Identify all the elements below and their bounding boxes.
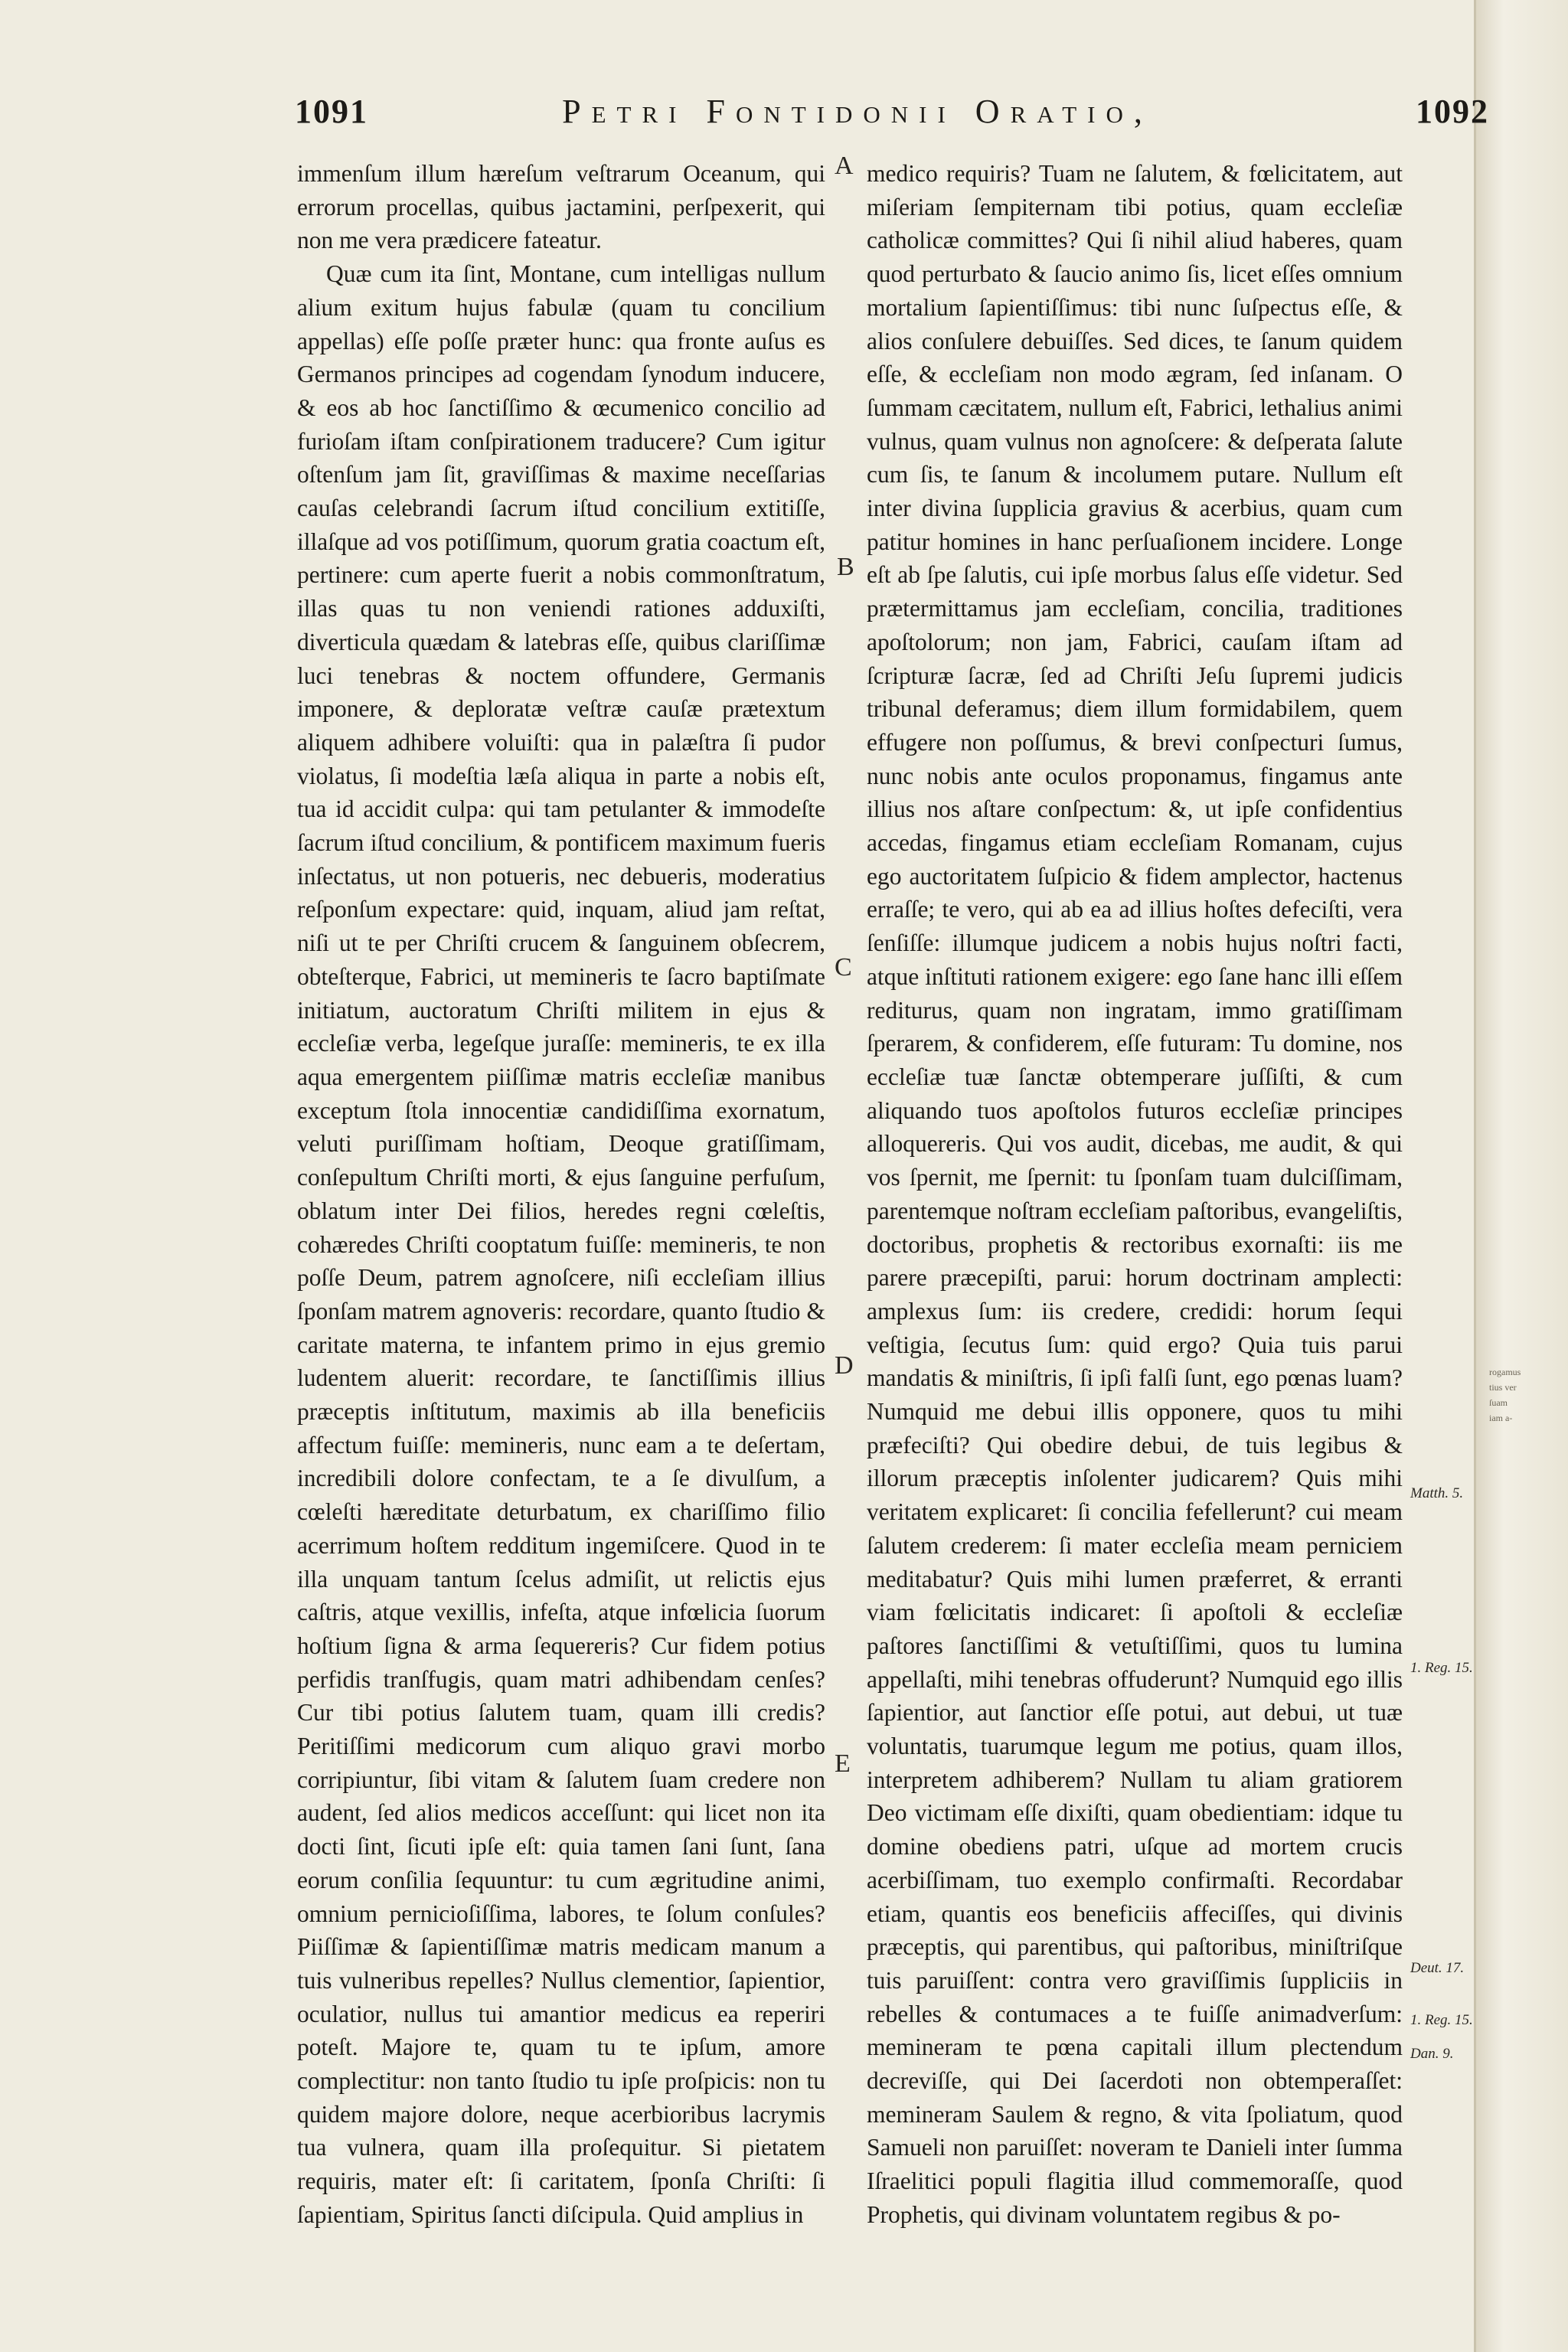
- paragraph: Quæ cum ita ſint, Montane, cum intelligas nullum alium exitum hujus fabulæ (quam tu concilium appellas) eſſe poſſe præter hunc: qua fronte auſus es Germanos principes ad cogendam ſynodum inducere, & eos ab hoc ſanctiſſimo & œcumenico concilio ad furioſam iſtam conſpirationem traducere? Cum igitur oſtenſum jam ſit, graviſſimas & maxime neceſſarias cauſas celebrandi ſacrum iſtud concilium extitiſſe, illaſque ad vos potiſſimum, quorum gratia coactum eſt, pertinere: cum aperte fuerit a nobis commonſtratum, illas quas tu non veniendi rationes adduxiſti, diverticula quædam & latebras eſſe, quibus clariſſimæ luci tenebras & noctem offundere, Germanis imponere, & deploratæ veſtræ cauſæ prætextum aliquem adhibere voluiſti: qua in palæſtra ſi pudor violatus, ſi modeſtia læſa aliqua in parte a nobis eſt, tua id accidit culpa: qui tam petulanter & immodeſte ſacrum iſtud concilium, & pontificem maximum fueris inſectatus, ut non potueris, nec debueris, moderatius reſponſum expectare: quid, inquam, aliud jam reſtat, niſi ut te per Chriſti crucem & ſanguinem obſecrem, obteſterque, Fabrici, ut memineris te ſacro baptiſmate initiatum, auctoratum Chriſti militem in ejus & eccleſiæ verba, legeſque juraſſe: memineris, te ex illa aqua emergentem piiſſimæ matris eccleſiæ manibus exceptum ſtola innocentiæ candidiſſima exornatum, veluti puriſſimam hoſtiam, Deoque gratiſſimam, conſepultum Chriſti morti, & ejus ſanguine perfuſum, oblatum inter Dei filios, heredes regni cœleſtis, cohæredes Chriſti cooptatum fuiſſe: memineris, te non poſſe Deum, patrem agnoſcere, niſi eccleſiam illius ſponſam matrem agnoveris: recordare, quanto ſtudio & caritate materna, te infantem primo in ejus gremio ludentem aluerit: recordare, te ſanctiſſimis illius præceptis inſtitutum, maximis ab illa beneficiis affectum fuiſſe: memineris, nunc eam a te deſertam, incredibili dolore confectam, te a ſe divulſum, a cœleſti hæreditate deturbatum, ex chariſſimo filio acerrimum hoſtem redditum ingemiſcere. Quod in te illa unquam tantum ſcelus admiſit, ut relictis ejus caſtris, atque vexillis, infeſta, atque infœlicia ſuorum hoſtium ſigna & arma ſequereris? Cur fidem potius perfidis tranſfugis, quam matri adhibendam cenſes? Cur tibi potius ſalutem tuam, quam illi credis? Peritiſſimi medicorum cum aliquo gravi morbo corripiuntur, ſibi vitam & ſalutem ſuam credere non audent, ſed alios medicos acceſſunt: qui licet non ita docti ſint, ſicuti ipſe eſt: quia tamen ſani ſunt, ſana eorum conſilia ſequuntur: tu cum ægritudine animi, omnium pernicioſiſſima, labores, te ſolum conſules? Piiſſimæ & ſapientiſſimæ matris medicam manum a tuis vulneribus repelles? Nullus clementior, ſapientior, oculatior, nullus tui amantior medicus ea reperiri poteſt. Majore te, quam tu te ipſum, amore complectitur: non tanto ſtudio tu ipſe proſpicis: non tu quidem majore dolore, neque acerbioribus lacrymis tua vulnera, quam illa proſequitur. Si pietatem requiris, mater eſt: ſi caritatem, ſponſa Chriſti: ſi ſapientiam, Spiritus ſancti diſcipula. Quid amplius in: [297, 260, 825, 2228]
- section-marker-a: A: [835, 152, 854, 180]
- section-marker-b: B: [837, 553, 854, 581]
- page-number-left: 1091: [295, 93, 368, 130]
- margin-note: 1. Reg. 15.: [1410, 2012, 1473, 2028]
- left-column: [297, 157, 825, 2255]
- right-column: [867, 157, 1403, 2255]
- section-marker-d: D: [835, 1351, 854, 1380]
- section-marker-c: C: [835, 953, 852, 982]
- running-head: Petri Fontidonii Oratio,: [562, 93, 1153, 130]
- paragraph: medico requiris? Tuam ne ſalutem, & fœlicitatem, aut miſeriam ſempiternam tibi potius, quam eccleſiæ catholicæ committes? Qui ſi nihil aliud haberes, quam quod perturbato & ſaucio animo ſis, licet eſſes omnium mortalium ſapientiſſimus: tibi nunc ſuſpectus eſſe, & alios conſulere debuiſſes. Sed dices, te ſanum quidem eſſe, & eccleſiam non modo ægram, ſed inſanam. O ſummam cæcitatem, nullum eſt, Fabrici, lethalius animi vulnus, quam vulnus non agnoſcere: & deſperata ſalute cum ſis, te ſanum & incolumem putare. Nullum eſt inter divina ſupplicia gravius & acerbius, quam cum patitur homines in hanc perſuaſionem incidere. Longe eſt ab ſpe ſalutis, cui ipſe morbus ſalus eſſe videtur. Sed prætermittamus jam eccleſiam, concilia, traditiones apoſtolorum; non jam, Fabrici, cauſam iſtam ad ſcripturæ ſacræ, ſed ad Chriſti Jeſu ſupremi judicis tribunal deferamus; diem illum formidabilem, quem effugere non poſſumus, & brevi conſpecturi ſumus, nunc nobis ante oculos proponamus, fingamus ante illius nos aſtare conſpectum: &, ut ipſe confidentius accedas, fingamus etiam eccleſiam Romanam, cujus ego auctoritatem ſuſpicio & fidem amplector, hactenus erraſſe; te vero, qui ab ea ad illius hoſtes defeciſti, vera ſenſiſſe: illumque judicem a nobis hujus noſtri facti, atque inſtituti rationem exigere: ego ſane hanc illi eſſem rediturus, quam non ingratam, immo gratiſſimam ſperarem, & confiderem, eſſe futuram: Tu domine, nos eccleſiæ tuæ ſanctæ obtemperare juſſiſti, & cum aliquando tuos apoſtolos futuros eccleſiæ principes alloquereris. Qui vos audit, dicebas, me audit, & qui vos ſpernit, me ſpernit: tu ſponſam tuam dulciſſimam, parentemque noſtram eccleſiam paſtoribus, evangeliſtis, doctoribus, prophetis & rectoribus exornaſti: iis me parere præcepiſti, parui: horum doctrinam amplecti: amplexus ſum: iis credere, credidi: horum ſequi veſtigia, ſecutus ſum: quid ergo? Quia tuis parui mandatis & miniſtris, ſi ipſi falſi ſunt, ego pœnas luam? Numquid me debui illis opponere, quos tu mihi præfeciſti? Qui obedire debui, de tuis legibus & illorum præceptis inſolenter judicarem? Quis mihi veritatem explicaret: ſi concilia fefellerunt? cui meam ſalutem crederem: ſi mater eccleſia meam perniciem meditabatur? Quis mihi lumen præferret, & erranti viam fœlicitatis indicaret: ſi apoſtoli & eccleſiæ paſtores ſanctiſſimi & vetuſtiſſimi, quos tu lumina appellaſti, mihi tenebras offuderunt? Numquid ego illis ſapientior, aut ſanctior eſſe potui, aut debui, ut tuæ voluntatis, tuarumque legum me potius, quam illos, interpretem adhiberem? Nullam tu aliam gratiorem Deo victimam eſſe dixiſti, quam obedientiam: idque tu domine obediens patri, uſque ad mortem crucis acerbiſſimam, tuo exemplo confirmaſti. Recordabar etiam, quantis eos beneficiis affeciſſes, qui divinis præceptis, qui parentibus, qui paſtoribus, miniſtriſque tuis paruiſſent: contra vero graviſſimis ſuppliciis in rebelles & contumaces a te fuiſſe animadverſum: memineram te pœna capitali illum plectendum decreviſſe, qui Dei ſacerdoti non obtemperaſſet: memineram Saulem & regno, & vita ſpoliatum, quod Samueli non paruiſſet: noveram te Danieli inter ſumma Iſraelitici populi flagitia illud commemoraſſe, quod Prophetis, qui divinam voluntatem regibus & po-: [867, 160, 1403, 2228]
- margin-note: Matth. 5.: [1410, 1485, 1464, 1501]
- facing-page-edge: [1474, 0, 1568, 2352]
- page-header: [295, 92, 1489, 138]
- margin-note: 1. Reg. 15.: [1410, 1660, 1473, 1676]
- margin-note: Dan. 9.: [1410, 2046, 1454, 2062]
- page-number-right: 1092: [1416, 93, 1489, 130]
- section-marker-e: E: [835, 1749, 851, 1778]
- paragraph: immenſum illum hæreſum veſtrarum Oceanum, qui errorum procellas, quibus jactamini, perſpexerit, qui non me vera prædicere fateatur.: [297, 160, 825, 254]
- gutter-fragment: rogamus: [1489, 1367, 1521, 1377]
- gutter-fragment: tius ver: [1489, 1382, 1517, 1393]
- gutter-fragment: iam a-: [1489, 1413, 1513, 1423]
- gutter-fragment: ſuam: [1489, 1397, 1508, 1408]
- margin-note: Deut. 17.: [1410, 1960, 1465, 1976]
